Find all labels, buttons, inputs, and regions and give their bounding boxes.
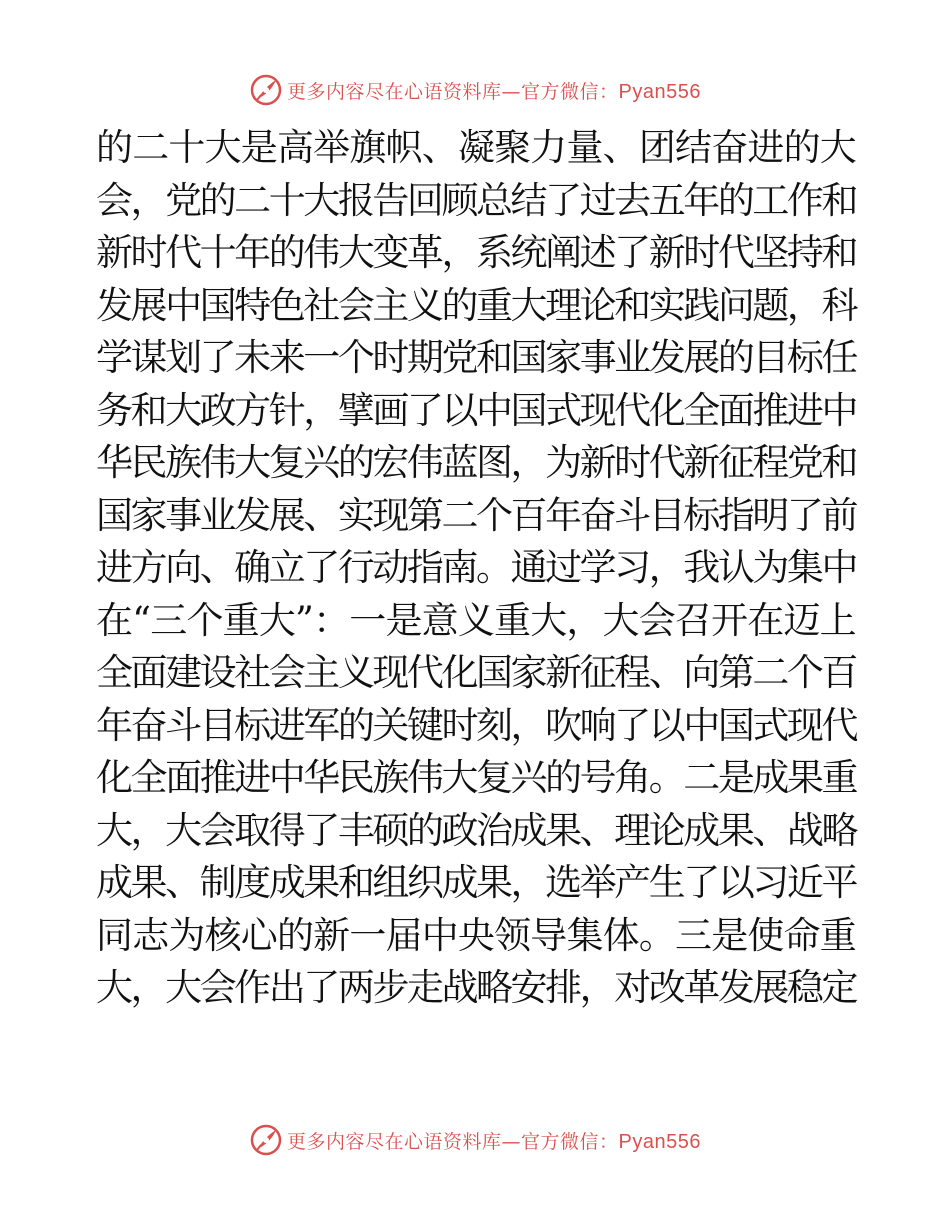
watermark-text: 更多内容尽在心语资料库—官方微信：Pyan556 [287,80,701,103]
text-line: 发展中国特色社会主义的重大理论和实践问题，科 [96,283,856,327]
text-line: 化全面推进中华民族伟大复兴的号角。二是成果重 [96,756,856,799]
header-watermark [0,73,950,107]
text-line: 学谋划了未来一个时期党和国家事业发展的目标任 [96,336,856,379]
document-body [96,122,856,1015]
watermark-text: 更多内容尽在心语资料库—官方微信：Pyan556 [287,1130,701,1153]
text-line: 的二十大是高举旗帜、凝聚力量、团结奋进的大 [96,126,856,169]
text-line: 大，大会作出了两步走战略安排，对改革发展稳定 [96,966,856,1009]
wechat-id: Pyan556 [618,1130,701,1153]
text-line: 会，党的二十大报告回顾总结了过去五年的工作和 [96,178,856,222]
wechat-id: Pyan556 [618,80,701,103]
text-line: 进方向、确立了行动指南。通过学习，我认为集中 [96,546,856,589]
text-line: 大，大会取得了丰硕的政治成果、理论成果、战略 [96,808,856,852]
feather-pen-logo-icon [249,1123,283,1157]
text-line: 同志为核心的新一届中央领导集体。三是使命重 [96,913,856,957]
feather-pen-logo-icon [249,73,283,107]
text-line: 国家事业发展、实现第二个百年奋斗目标指明了前 [96,493,856,537]
text-line: 务和大政方针，擘画了以中国式现代化全面推进中 [96,388,856,432]
footer-watermark [0,1123,950,1157]
text-line: 成果、制度成果和组织成果，选举产生了以习近平 [96,861,856,904]
text-line: 全面建设社会主义现代化国家新征程、向第二个百 [96,651,856,694]
text-line: 年奋斗目标进军的关键时刻，吹响了以中国式现代 [96,703,856,747]
text-line: 在“三个重大”：一是意义重大，大会召开在迈上 [96,598,856,642]
text-line: 新时代十年的伟大变革，系统阐述了新时代坚持和 [96,231,856,274]
text-line: 华民族伟大复兴的宏伟蓝图，为新时代新征程党和 [96,441,856,484]
